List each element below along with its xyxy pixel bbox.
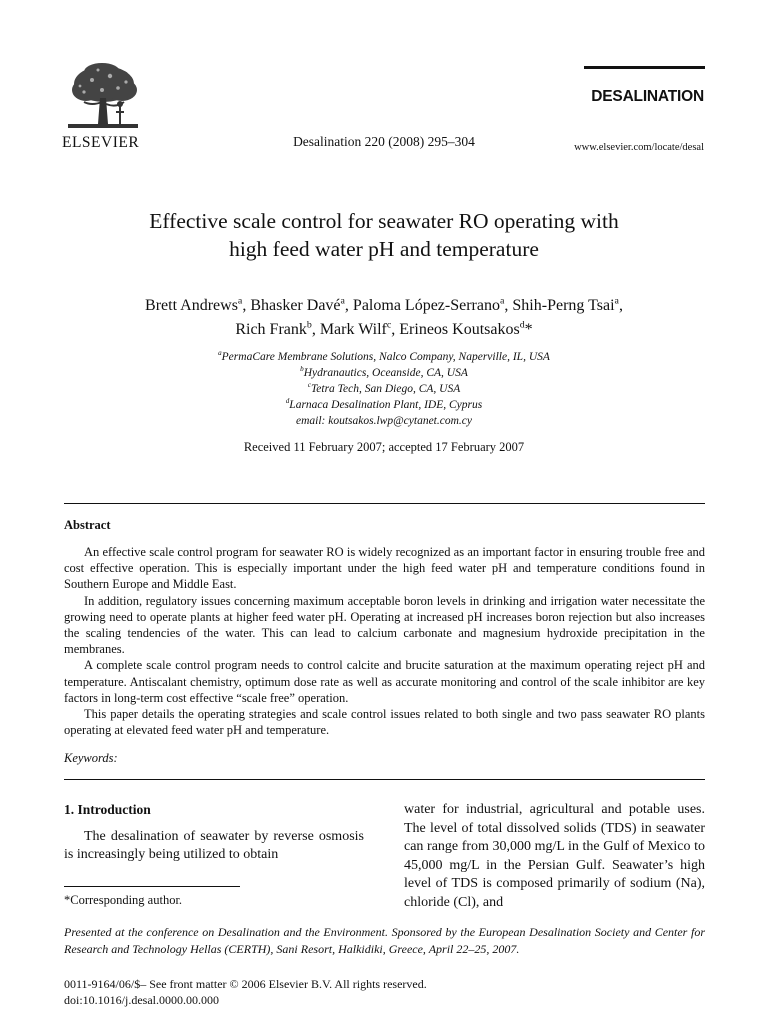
author-name: Rich Frank bbox=[235, 321, 307, 338]
paper-title bbox=[0, 207, 768, 263]
author-name: Shih-Perng Tsai bbox=[512, 297, 615, 314]
author-affiliation-mark: a bbox=[499, 295, 505, 307]
conference-note: Presented at the conference on Desalination and the Environment. Sponsored by the European Desalination Society and Center for Research and Technology Hellas (CERTH), Sani Resort, Halkidiki, Greece, April 22–25, 2007. bbox=[64, 925, 705, 956]
author-affiliation-mark: a bbox=[237, 295, 243, 307]
author-name: Brett Andrews bbox=[145, 297, 238, 314]
journal-citation: Desalination 220 (2008) 295–304 bbox=[293, 134, 475, 149]
keywords-label: Keywords: bbox=[64, 751, 118, 765]
journal-name: DESALINATION bbox=[591, 88, 704, 105]
abstract-paragraph: A complete scale control program needs to control calcite and brucite saturation at the maximum operating reject pH and temperature. Antiscalant chemistry, optimum dose rate as well as accurate monitoring and control of the scale inhibitor are key factors in long-term cost effective “scale free” operation. bbox=[64, 658, 705, 705]
body-column-left bbox=[64, 801, 364, 865]
author-name: Mark Wilf bbox=[319, 321, 387, 338]
section-divider bbox=[64, 503, 705, 504]
paper-title-line: Effective scale control for seawater RO operating with bbox=[149, 209, 619, 233]
paper-title-line: high feed water pH and temperature bbox=[229, 237, 539, 261]
author-line: Brett Andrews$^a$, Bhasker Davé$^a$, Paloma López-Serrano$^a$, Shih-Perng Tsai$^a$, bbox=[145, 295, 623, 314]
publisher-name: ELSEVIER bbox=[62, 134, 140, 151]
author-affiliation-mark: b bbox=[306, 319, 312, 331]
author-name: Paloma López-Serrano bbox=[352, 297, 500, 314]
received-dates: Received 11 February 2007; accepted 17 February 2007 bbox=[243, 440, 525, 454]
body-paragraph: water for industrial, agricultural and potable uses. The level of total dissolved solids (TDS) in seawater can range from 30,000 mg/L in the Gulf of Mexico to 45,000 mg/L in the Persian Gulf. Seawater’s high level of TDS is composed primarily of sodium (Na), chloride (Cl), and bbox=[404, 802, 705, 910]
affiliation-item: $^d$Larnaca Desalination Plant, IDE, Cyprus bbox=[285, 397, 483, 411]
abstract-paragraph: In addition, regulatory issues concerning maximum acceptable boron levels in drinking and irrigation water necessitate the growing need to operate plants at higher feed water pH. Operating at increased pH increases boron rejection but also increases the scaling tendencies of the water. This can lead to calcium carbonate and magnesium hydroxide precipitation in the membranes. bbox=[64, 593, 705, 657]
author-affiliation-mark: a bbox=[340, 295, 345, 307]
abstract-heading: Abstract bbox=[64, 518, 111, 532]
elsevier-tree-logo-icon bbox=[62, 62, 144, 132]
copyright-block bbox=[64, 976, 427, 1008]
author-affiliation-mark: c bbox=[386, 319, 392, 331]
abstract-paragraph: An effective scale control program for seawater RO is widely recognized as an important factor in ensuring trouble free and cost effective operation. This is especially important under the high feed water pH and temperature conditions found in Southern Europe and Middle East. bbox=[64, 545, 705, 592]
body-paragraph: The desalination of seawater by reverse osmosis is increasingly being utilized to obtain bbox=[64, 828, 364, 862]
author-affiliation-mark: a bbox=[614, 295, 619, 307]
affiliation-item: $^b$Hydranautics, Oceanside, CA, USA bbox=[300, 365, 468, 379]
doi-line[interactable]: doi:10.1016/j.desal.0000.00.000 bbox=[64, 993, 219, 1007]
abstract-paragraph: This paper details the operating strategies and scale control issues related to both single and two pass seawater RO plants operating at elevated feed water pH and temperature. bbox=[64, 707, 705, 738]
corresponding-email[interactable]: email: koutsakos.lwp@cytanet.com.cy bbox=[296, 415, 472, 427]
affiliation-item: $^a$PermaCare Membrane Solutions, Nalco Company, Naperville, IL, USA bbox=[218, 349, 550, 363]
author-name: Erineos Koutsakos bbox=[399, 321, 520, 338]
author-name: Bhasker Davé bbox=[250, 297, 341, 314]
author-affiliation-mark: d bbox=[519, 319, 525, 331]
footnote-rule bbox=[64, 886, 240, 887]
section-divider bbox=[64, 779, 705, 780]
body-column-right bbox=[404, 801, 705, 912]
section-heading: 1. Introduction bbox=[64, 802, 151, 817]
affiliation-item: $^c$Tetra Tech, San Diego, CA, USA bbox=[307, 381, 461, 395]
corresponding-author-footnote: *Corresponding author. bbox=[64, 893, 183, 907]
abstract-body bbox=[64, 544, 705, 738]
journal-url-link[interactable]: www.elsevier.com/locate/desal bbox=[574, 142, 704, 153]
author-list bbox=[0, 294, 768, 342]
affiliation-list bbox=[0, 349, 768, 429]
journal-header-rule bbox=[584, 66, 705, 69]
copyright-line: 0011-9164/06/$– See front matter © 2006 Elsevier B.V. All rights reserved. bbox=[64, 977, 427, 991]
author-line: Rich Frank$^b$, Mark Wilf$^c$, Erineos Koutsakos$^d$* bbox=[235, 319, 533, 338]
